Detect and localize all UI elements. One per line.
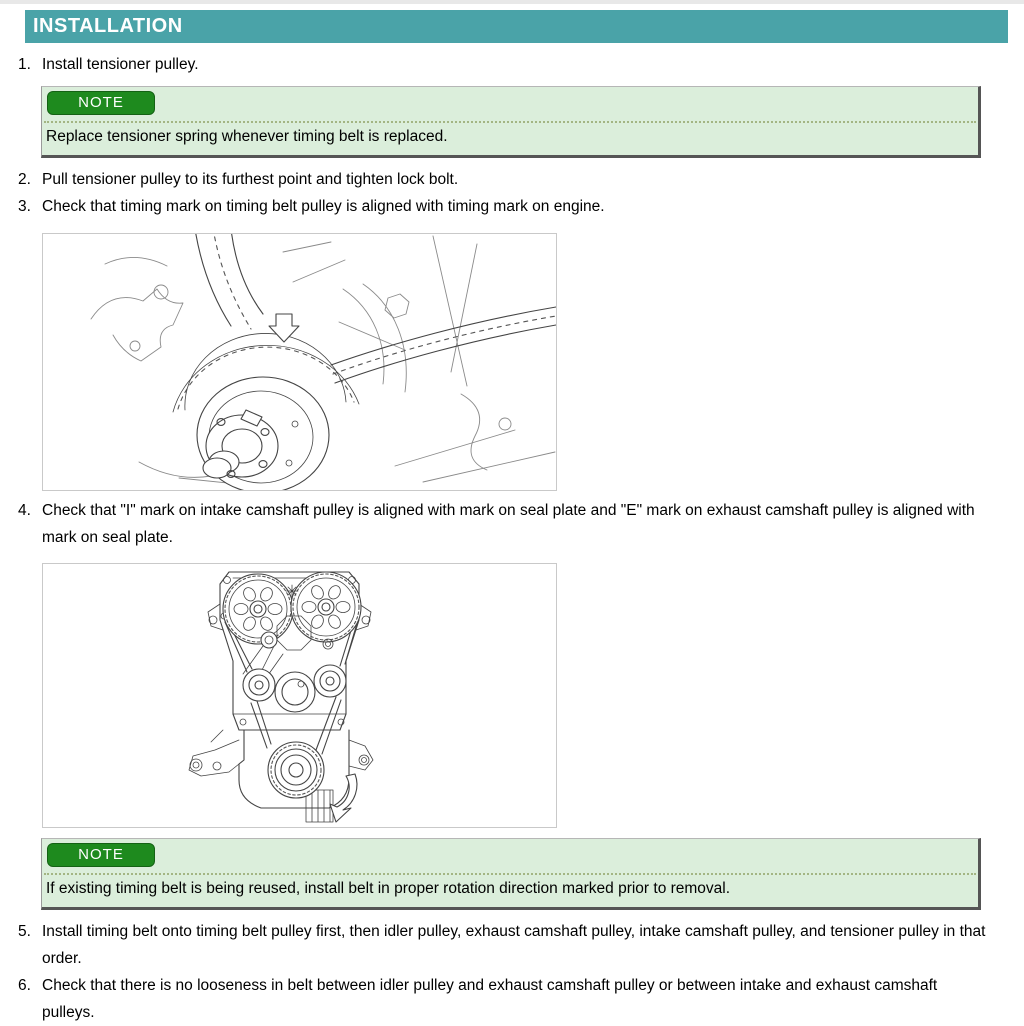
step-4 [18, 497, 990, 551]
note-box-2 [41, 838, 981, 910]
note-box-1 [41, 86, 981, 158]
intake-camshaft-pulley [223, 574, 293, 644]
exhaust-camshaft-pulley [291, 572, 361, 642]
step-5 [18, 918, 990, 972]
step-number: 3. [18, 198, 31, 215]
step-text: Check that timing mark on timing belt pulley is aligned with timing mark on engine. [42, 198, 605, 215]
step-number: 1. [18, 56, 31, 73]
crankshaft-pulley [268, 742, 324, 798]
step-3 [18, 193, 990, 220]
step-6 [18, 972, 990, 1026]
step-text: Pull tensioner pulley to its furthest point and tighten lock bolt. [42, 171, 459, 188]
note-badge: NOTE [47, 843, 155, 867]
note-divider [44, 873, 976, 875]
step-text: Check that "I" mark on intake camshaft pulley is aligned with mark on seal plate and "E" mark on exhaust camshaft pulley is aligned with mark on seal plate. [42, 502, 975, 546]
note-text: If existing timing belt is being reused, install belt in proper rotation direction marked prior to removal. [46, 880, 731, 897]
step-text: Install timing belt onto timing belt pulley first, then idler pulley, exhaust camshaft pulley, intake camshaft pulley, and tensioner pulley in that order. [42, 923, 986, 967]
page-top-edge [0, 0, 1024, 4]
step-number: 2. [18, 171, 31, 188]
engine-front-drawing [43, 564, 556, 827]
step-number: 5. [18, 923, 31, 940]
page-title: INSTALLATION [33, 15, 183, 37]
note-badge: NOTE [47, 91, 155, 115]
step-1 [18, 51, 990, 78]
note-text: Replace tensioner spring whenever timing belt is replaced. [46, 128, 448, 145]
note-divider [44, 121, 976, 123]
step-number: 6. [18, 977, 31, 994]
step-text: Install tensioner pulley. [42, 56, 199, 73]
step-2 [18, 166, 990, 193]
step-text: Check that there is no looseness in belt between idler pulley and exhaust camshaft pulley or between intake and exhaust camshaft pulleys. [42, 977, 938, 1021]
step-number: 4. [18, 502, 31, 519]
crankshaft-pulley-drawing [43, 234, 556, 490]
engine-front-timing-belt-routing-figure [42, 563, 557, 828]
crankshaft-timing-belt-pulley-figure [42, 233, 557, 491]
section-header [25, 10, 1008, 43]
